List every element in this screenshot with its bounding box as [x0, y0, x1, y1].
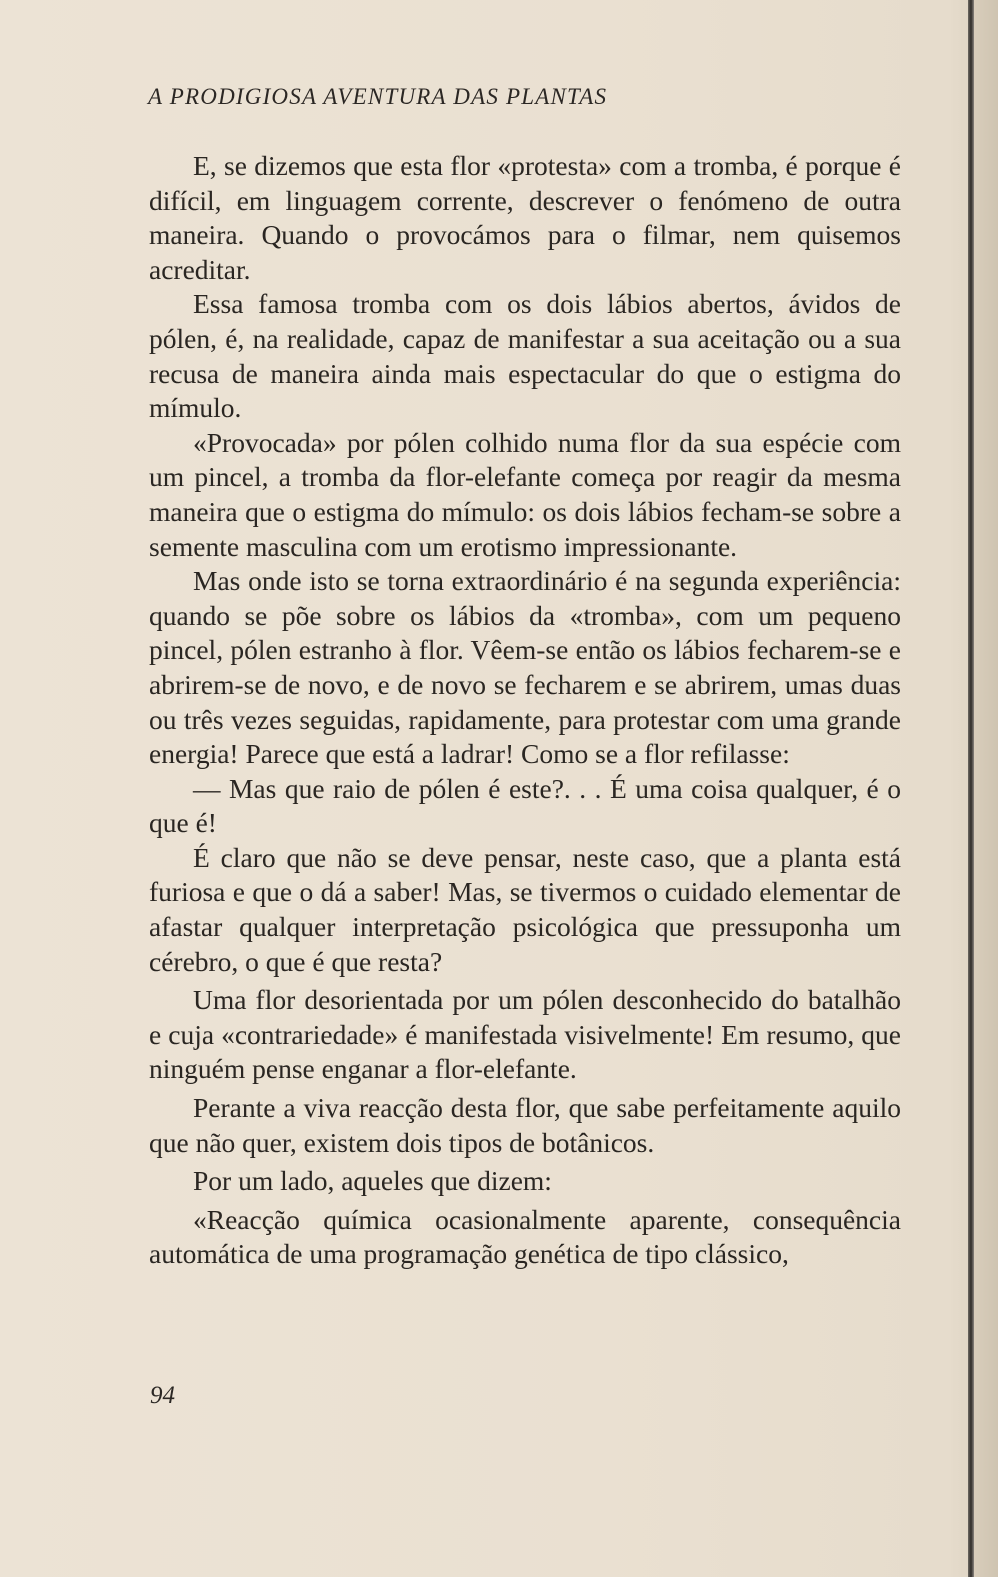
page-number: 94: [150, 1382, 175, 1409]
body-text: [149, 149, 901, 1272]
paragraph: E, se dizemos que esta flor «protesta» com a tromba, é porque é difícil, em linguagem corrente, descrever o fenómeno de outra maneira. Quando o provocámos para o filmar, nem quisemos acreditar.: [149, 150, 901, 285]
paragraph: «Reacção química ocasionalmente aparente, consequência automática de uma programação genética de tipo clássico,: [149, 1203, 901, 1270]
paragraph: «Provocada» por pólen colhido numa flor da sua espécie com um pincel, a tromba da flor-elefante começa por reagir da mesma maneira que o estigma do mímulo: os dois lábios fecham-se sobre a semente masculina com um erotismo impressionante.: [149, 426, 901, 562]
paragraph: Essa famosa tromba com os dois lábios abertos, ávidos de pólen, é, na realidade, capaz de manifestar a sua aceitação ou a sua recusa de maneira ainda mais espectacular do que o estigma do mímulo.: [149, 288, 901, 424]
dialogue-line: — Mas que raio de pólen é este?. . . É uma coisa qualquer, é o que é!: [149, 772, 901, 839]
adjacent-page-edge: [974, 0, 998, 1577]
paragraph: Uma flor desorientada por um pólen desconhecido do batalhão e cuja «contrariedade» é manifestada visivelmente! Em resumo, que ninguém pense enganar a flor-elefante.: [149, 984, 901, 1085]
paragraph: Perante a viva reacção desta flor, que sabe perfeitamente aquilo que não quer, existem dois tipos de botânicos.: [149, 1092, 901, 1158]
paragraph: Mas onde isto se torna extraordinário é na segunda experiência: quando se põe sobre os lábios da «tromba», com um pequeno pincel, pólen estranho à flor. Vêem-se então os lábios fecharem-se e abrirem-se de novo, e de novo se fecharem e se abrirem, umas duas ou três vezes seguidas, rapidamente, para protestar com uma grande energia! Parece que está a ladrar! Como se a flor refilasse:: [149, 565, 901, 770]
paragraph: É claro que não se deve pensar, neste caso, que a planta está furiosa e que o dá a saber! Mas, se tivermos o cuidado elementar de afastar qualquer interpretação psicológica que pressuponha um cérebro, o que é que resta?: [149, 841, 901, 977]
paragraph: Por um lado, aqueles que dizem:: [193, 1165, 552, 1197]
running-head: A PRODIGIOSA AVENTURA DAS PLANTAS: [148, 84, 608, 109]
